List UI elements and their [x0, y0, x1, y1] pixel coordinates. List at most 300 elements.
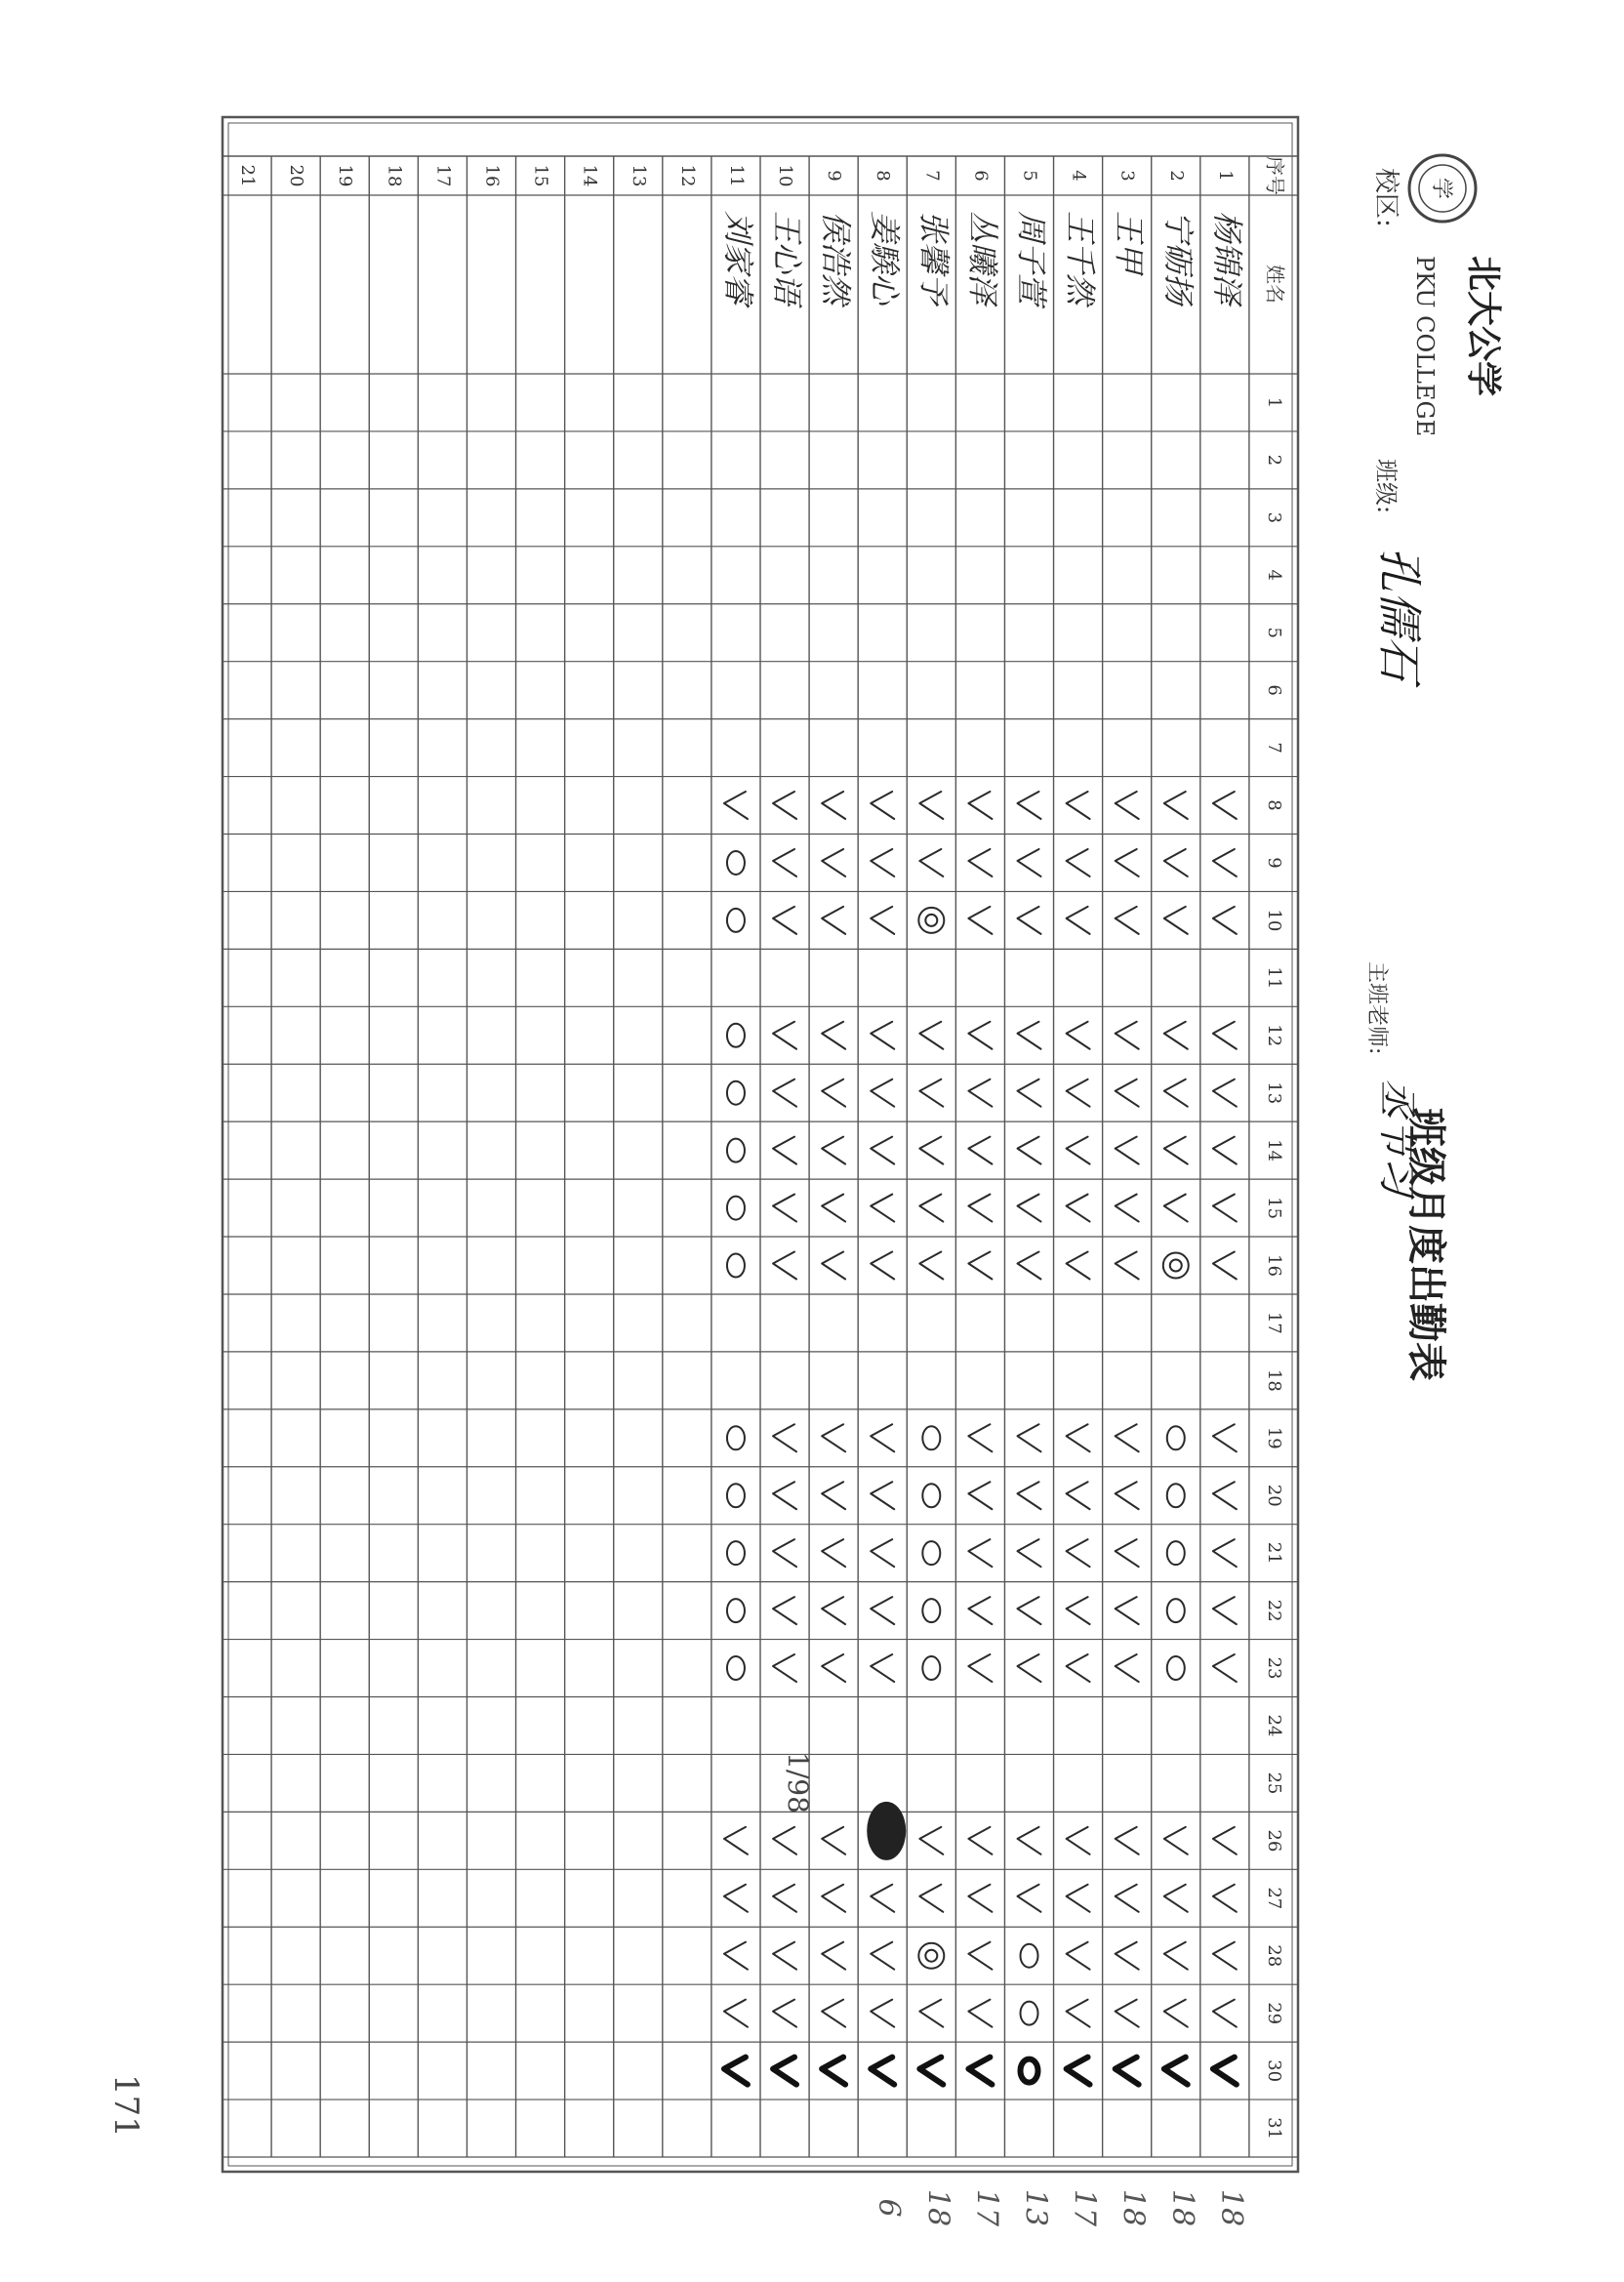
present-check-mark: [822, 1827, 845, 1854]
present-check-mark: [1018, 792, 1041, 819]
present-check-mark: [724, 792, 748, 819]
day-header-1: 1: [1263, 396, 1284, 409]
present-check-mark: [1213, 1482, 1237, 1509]
day-header-29: 29: [1263, 2002, 1284, 2025]
student-row-4: [1062, 170, 1099, 308]
present-check-mark: [1067, 849, 1090, 876]
present-check-mark: [871, 1654, 894, 1682]
day-header-11: 11: [1263, 966, 1284, 990]
student-name: 王心语: [768, 211, 806, 306]
row-seq: 8: [873, 170, 894, 182]
leave-mark: [1163, 1253, 1189, 1279]
present-check-mark: [871, 2000, 894, 2027]
present-check-mark: [968, 1022, 992, 1049]
day-header-27: 27: [1263, 1887, 1284, 1910]
present-check-mark: [773, 1942, 796, 1970]
present-check-mark: [1213, 1597, 1237, 1624]
present-check-mark: [773, 1597, 796, 1624]
absent-circle-mark: [727, 909, 745, 932]
present-check-mark: [822, 1597, 845, 1624]
present-check-mark: [1067, 1022, 1090, 1049]
present-check-mark: [1164, 2058, 1188, 2085]
present-check-mark: [968, 1252, 992, 1280]
absent-circle-mark: [1167, 1426, 1185, 1449]
present-check-mark: [871, 1482, 894, 1509]
present-check-mark: [968, 1195, 992, 1222]
present-check-mark: [822, 1942, 845, 1970]
present-check-mark: [1213, 2000, 1237, 2027]
svg-text:学: 学: [1429, 177, 1453, 200]
class-label: 班级:: [1372, 459, 1400, 514]
day-header-6: 6: [1263, 684, 1284, 696]
attendance-grid: [223, 156, 1298, 2157]
present-check-mark: [1018, 1482, 1041, 1509]
present-check-mark: [822, 849, 845, 876]
present-check-mark: [1164, 1080, 1188, 1107]
present-check-mark: [773, 1482, 796, 1509]
day-header-16: 16: [1263, 1254, 1284, 1277]
row-seq: 20: [286, 164, 307, 187]
row-seq: 11: [725, 164, 747, 187]
student-row-12: [677, 165, 698, 187]
day-header-23: 23: [1263, 1656, 1284, 1680]
present-check-mark: [871, 1885, 894, 1912]
row-seq: 10: [775, 164, 796, 187]
present-check-mark: [822, 1885, 845, 1912]
present-check-mark: [1164, 849, 1188, 876]
present-check-mark: [773, 1137, 796, 1164]
present-check-mark: [919, 1252, 943, 1280]
present-check-mark: [773, 1885, 796, 1912]
student-name: 周子萱: [1013, 211, 1050, 306]
day-header-21: 21: [1263, 1541, 1284, 1565]
present-check-mark: [773, 2058, 796, 2085]
student-row-18: [384, 165, 404, 187]
absent-circle-mark: [727, 1197, 745, 1220]
row-seq: 2: [1165, 170, 1187, 182]
present-check-mark: [822, 1080, 845, 1107]
leave-mark: [918, 908, 944, 933]
present-check-mark: [773, 1080, 796, 1107]
present-check-mark: [919, 1080, 943, 1107]
present-check-mark: [1213, 1942, 1237, 1970]
present-check-mark: [1213, 1424, 1237, 1451]
present-check-mark: [773, 792, 796, 819]
present-check-mark: [1164, 1942, 1188, 1970]
student-row-5: [1013, 170, 1050, 309]
present-check-mark: [1018, 1654, 1041, 1682]
present-check-mark: [1067, 1252, 1090, 1280]
present-check-mark: [1213, 849, 1237, 876]
present-check-mark: [871, 849, 894, 876]
student-name: 宁砺扬: [1159, 211, 1198, 306]
present-check-mark: [724, 1827, 748, 1854]
present-check-mark: [1067, 1942, 1090, 1970]
absent-circle-mark: [1021, 2059, 1038, 2083]
present-check-mark: [919, 849, 943, 876]
day-header-9: 9: [1263, 857, 1284, 869]
present-check-mark: [1164, 1827, 1188, 1854]
absent-circle-mark: [1167, 1541, 1185, 1565]
present-check-mark: [968, 1137, 992, 1164]
absent-circle-mark: [727, 851, 745, 875]
row-seq: 1: [1214, 170, 1236, 182]
present-check-mark: [968, 849, 992, 876]
present-check-mark: [1213, 2058, 1237, 2085]
day-header-12: 12: [1263, 1024, 1284, 1047]
present-check-mark: [822, 1654, 845, 1682]
student-row-8: [867, 170, 904, 308]
present-check-mark: [1067, 1482, 1090, 1509]
day-header-22: 22: [1263, 1599, 1284, 1622]
row-seq: 18: [384, 164, 405, 187]
present-check-mark: [919, 1137, 943, 1164]
row-seq: 5: [1019, 170, 1040, 182]
present-check-mark: [773, 1539, 796, 1567]
present-check-mark: [1116, 1597, 1139, 1624]
school-logo: [1409, 155, 1476, 222]
row-seq: 17: [432, 164, 454, 187]
present-check-mark: [1213, 1080, 1237, 1107]
present-check-mark: [1067, 1885, 1090, 1912]
present-check-mark: [822, 1539, 845, 1567]
present-check-mark: [1018, 1080, 1041, 1107]
present-check-mark: [1067, 2000, 1090, 2027]
absent-circle-mark: [922, 1656, 940, 1680]
present-check-mark: [1164, 2000, 1188, 2027]
present-check-mark: [724, 1885, 748, 1912]
row-total-note: 17: [969, 2188, 1004, 2227]
present-check-mark: [724, 1942, 748, 1970]
row-seq: 7: [921, 170, 943, 182]
present-check-mark: [871, 1942, 894, 1970]
present-check-mark: [919, 1885, 943, 1912]
row-seq: 12: [676, 164, 698, 187]
absent-circle-mark: [727, 1254, 745, 1278]
day-header-7: 7: [1263, 742, 1284, 754]
day-header-25: 25: [1263, 1772, 1284, 1795]
present-check-mark: [1116, 1137, 1139, 1164]
present-check-mark: [1018, 1539, 1041, 1567]
absent-circle-mark: [727, 1541, 745, 1565]
absent-circle-mark: [922, 1541, 940, 1565]
present-check-mark: [1018, 1597, 1041, 1624]
absent-circle-mark: [1021, 2002, 1038, 2025]
present-check-mark: [1067, 1137, 1090, 1164]
row-total-note: 18: [1164, 2188, 1199, 2227]
student-row-21: [237, 165, 258, 187]
day-header-18: 18: [1263, 1368, 1284, 1392]
present-check-mark: [822, 2000, 845, 2027]
present-check-mark: [1213, 1885, 1237, 1912]
teacher-label: 主班老师:: [1364, 961, 1389, 1055]
scribble-mark: [867, 1802, 906, 1860]
student-row-16: [482, 165, 503, 187]
student-row-11: [719, 165, 756, 308]
present-check-mark: [773, 1022, 796, 1049]
logo-subtext: PKU COLLEGE: [1411, 256, 1439, 437]
name-header: 姓名: [1263, 265, 1287, 304]
margin-note-total: 1/98: [782, 1752, 814, 1813]
present-check-mark: [822, 1137, 845, 1164]
student-name: 张馨予: [914, 211, 953, 306]
day-header-26: 26: [1263, 1829, 1284, 1853]
present-check-mark: [1116, 1885, 1139, 1912]
absent-circle-mark: [1021, 1944, 1038, 1968]
present-check-mark: [968, 1654, 992, 1682]
day-header-17: 17: [1263, 1311, 1284, 1334]
present-check-mark: [1116, 907, 1139, 934]
present-check-mark: [1018, 1137, 1041, 1164]
present-check-mark: [968, 1539, 992, 1567]
present-check-mark: [1116, 1827, 1139, 1854]
present-check-mark: [968, 1827, 992, 1854]
present-check-mark: [871, 1597, 894, 1624]
present-check-mark: [1067, 792, 1090, 819]
present-check-mark: [1067, 907, 1090, 934]
row-total-note: 18: [920, 2188, 955, 2227]
present-check-mark: [871, 1424, 894, 1451]
present-check-mark: [1067, 1654, 1090, 1682]
present-check-mark: [1067, 1080, 1090, 1107]
student-row-19: [335, 165, 355, 187]
page-title: 班级月度出勤表: [1403, 1108, 1449, 1381]
attendance-marks: [724, 792, 1237, 2085]
day-header-2: 2: [1263, 454, 1284, 467]
present-check-mark: [1164, 1022, 1188, 1049]
present-check-mark: [1067, 1539, 1090, 1567]
present-check-mark: [871, 1539, 894, 1567]
student-name: 王千然: [1062, 211, 1100, 306]
student-row-10: [769, 165, 806, 308]
present-check-mark: [773, 1195, 796, 1222]
student-name: 丛曦泽: [963, 211, 1001, 306]
present-check-mark: [1018, 1022, 1041, 1049]
present-check-mark: [773, 1654, 796, 1682]
present-check-mark: [1018, 907, 1041, 934]
present-check-mark: [1213, 1827, 1237, 1854]
day-header-24: 24: [1263, 1714, 1284, 1737]
student-row-2: [1159, 170, 1197, 307]
student-rows: [237, 165, 1245, 309]
present-check-mark: [1018, 1195, 1041, 1222]
present-check-mark: [1213, 907, 1237, 934]
present-check-mark: [871, 1022, 894, 1049]
present-check-mark: [1213, 1022, 1237, 1049]
present-check-mark: [822, 792, 845, 819]
present-check-mark: [773, 907, 796, 934]
logo-text: 北大公学: [1463, 256, 1504, 397]
present-check-mark: [919, 2058, 943, 2085]
student-row-17: [432, 165, 453, 187]
present-check-mark: [1067, 1827, 1090, 1854]
absent-circle-mark: [1167, 1484, 1185, 1507]
present-check-mark: [1018, 1252, 1041, 1280]
absent-circle-mark: [922, 1426, 940, 1449]
day-header-31: 31: [1263, 2117, 1284, 2139]
present-check-mark: [1116, 1022, 1139, 1049]
present-check-mark: [919, 1195, 943, 1222]
present-check-mark: [871, 2058, 894, 2085]
present-check-mark: [1116, 1252, 1139, 1280]
absent-circle-mark: [727, 1426, 745, 1449]
present-check-mark: [822, 907, 845, 934]
present-check-mark: [1018, 1424, 1041, 1451]
student-row-3: [1111, 170, 1148, 276]
present-check-mark: [1116, 1080, 1139, 1107]
absent-circle-mark: [922, 1484, 940, 1507]
day-header-5: 5: [1263, 627, 1284, 638]
row-seq: 16: [481, 164, 503, 187]
row-total-note: 17: [1067, 2188, 1102, 2227]
present-check-mark: [1067, 1424, 1090, 1451]
present-check-mark: [1164, 907, 1188, 934]
day-header-19: 19: [1263, 1426, 1284, 1449]
present-check-mark: [968, 2058, 992, 2085]
row-total-notes: [872, 2189, 1248, 2227]
present-check-mark: [822, 1022, 845, 1049]
absent-circle-mark: [1167, 1656, 1185, 1680]
absent-circle-mark: [1167, 1599, 1185, 1622]
student-row-14: [580, 165, 600, 187]
present-check-mark: [968, 1597, 992, 1624]
present-check-mark: [724, 2058, 748, 2085]
present-check-mark: [1213, 1539, 1237, 1567]
present-check-mark: [968, 907, 992, 934]
present-check-mark: [871, 1137, 894, 1164]
day-header-13: 13: [1263, 1081, 1284, 1105]
day-header-30: 30: [1263, 2059, 1284, 2083]
present-check-mark: [919, 1022, 943, 1049]
present-check-mark: [822, 1424, 845, 1451]
present-check-mark: [1116, 2000, 1139, 2027]
day-header-14: 14: [1263, 1139, 1284, 1162]
present-check-mark: [1164, 792, 1188, 819]
present-check-mark: [1164, 1137, 1188, 1164]
present-check-mark: [1213, 1252, 1237, 1280]
present-check-mark: [1116, 1539, 1139, 1567]
student-name: 刘家睿: [719, 211, 757, 306]
student-name: 王甲: [1111, 211, 1149, 274]
student-row-7: [915, 170, 953, 307]
present-check-mark: [773, 1424, 796, 1451]
present-check-mark: [1213, 792, 1237, 819]
present-check-mark: [968, 1424, 992, 1451]
row-seq: 3: [1116, 170, 1138, 182]
present-check-mark: [822, 1195, 845, 1222]
present-check-mark: [871, 1080, 894, 1107]
present-check-mark: [1164, 1885, 1188, 1912]
school-label: 校区:: [1371, 168, 1401, 227]
page-number: 171: [106, 2074, 145, 2138]
present-check-mark: [773, 2000, 796, 2027]
present-check-mark: [1067, 1195, 1090, 1222]
present-check-mark: [773, 1252, 796, 1280]
teacher-value: 丞节习: [1374, 1079, 1419, 1196]
class-value: 孔儒石: [1373, 547, 1426, 681]
present-check-mark: [1213, 1137, 1237, 1164]
row-seq: 9: [824, 170, 845, 182]
student-row-1: [1208, 170, 1245, 307]
present-check-mark: [822, 1482, 845, 1509]
row-seq: 19: [335, 164, 356, 187]
seq-header: 序号: [1263, 156, 1287, 195]
absent-circle-mark: [922, 1599, 940, 1622]
student-row-9: [818, 170, 855, 308]
day-header-28: 28: [1263, 1944, 1284, 1968]
student-name: 姜騃心: [866, 211, 904, 306]
present-check-mark: [1067, 1597, 1090, 1624]
student-name: 侯浩然: [817, 211, 855, 306]
row-seq: 4: [1068, 170, 1089, 182]
present-check-mark: [1018, 1885, 1041, 1912]
row-total-note: 18: [1116, 2188, 1151, 2227]
absent-circle-mark: [727, 1599, 745, 1622]
present-check-mark: [1213, 1654, 1237, 1682]
absent-circle-mark: [727, 1081, 745, 1105]
present-check-mark: [968, 1942, 992, 1970]
present-check-mark: [968, 792, 992, 819]
present-check-mark: [968, 1885, 992, 1912]
day-header-4: 4: [1263, 569, 1284, 582]
present-check-mark: [724, 2000, 748, 2027]
day-header-20: 20: [1263, 1484, 1284, 1507]
present-check-mark: [1116, 792, 1139, 819]
row-seq: 6: [970, 170, 992, 182]
student-name: 杨锦泽: [1208, 211, 1246, 306]
present-check-mark: [919, 1827, 943, 1854]
absent-circle-mark: [727, 1139, 745, 1162]
present-check-mark: [1116, 1424, 1139, 1451]
present-check-mark: [1116, 1654, 1139, 1682]
leave-mark: [918, 1943, 944, 1969]
row-total-note: 6: [872, 2198, 907, 2218]
present-check-mark: [1116, 2058, 1139, 2085]
present-check-mark: [1018, 1827, 1041, 1854]
present-check-mark: [822, 1252, 845, 1280]
present-check-mark: [871, 907, 894, 934]
present-check-mark: [773, 849, 796, 876]
student-row-6: [964, 170, 1001, 307]
row-total-note: 13: [1018, 2188, 1053, 2227]
present-check-mark: [1164, 1195, 1188, 1222]
day-header-15: 15: [1263, 1197, 1284, 1220]
present-check-mark: [871, 1195, 894, 1222]
present-check-mark: [1018, 849, 1041, 876]
row-seq: 13: [628, 164, 649, 187]
absent-circle-mark: [727, 1024, 745, 1047]
absent-circle-mark: [727, 1484, 745, 1507]
present-check-mark: [1116, 1942, 1139, 1970]
row-total-note: 18: [1213, 2188, 1248, 2227]
present-check-mark: [1116, 1195, 1139, 1222]
present-check-mark: [871, 792, 894, 819]
day-header-10: 10: [1263, 909, 1284, 932]
present-check-mark: [871, 1252, 894, 1280]
present-check-mark: [1116, 849, 1139, 876]
present-check-mark: [968, 1080, 992, 1107]
row-seq: 21: [237, 164, 259, 187]
present-check-mark: [1116, 1482, 1139, 1509]
present-check-mark: [968, 1482, 992, 1509]
day-header-3: 3: [1263, 511, 1284, 524]
present-check-mark: [919, 792, 943, 819]
absent-circle-mark: [727, 1656, 745, 1680]
row-seq: 14: [579, 164, 600, 187]
student-row-13: [629, 165, 649, 187]
present-check-mark: [773, 1827, 796, 1854]
table-headers: [1263, 156, 1286, 2139]
